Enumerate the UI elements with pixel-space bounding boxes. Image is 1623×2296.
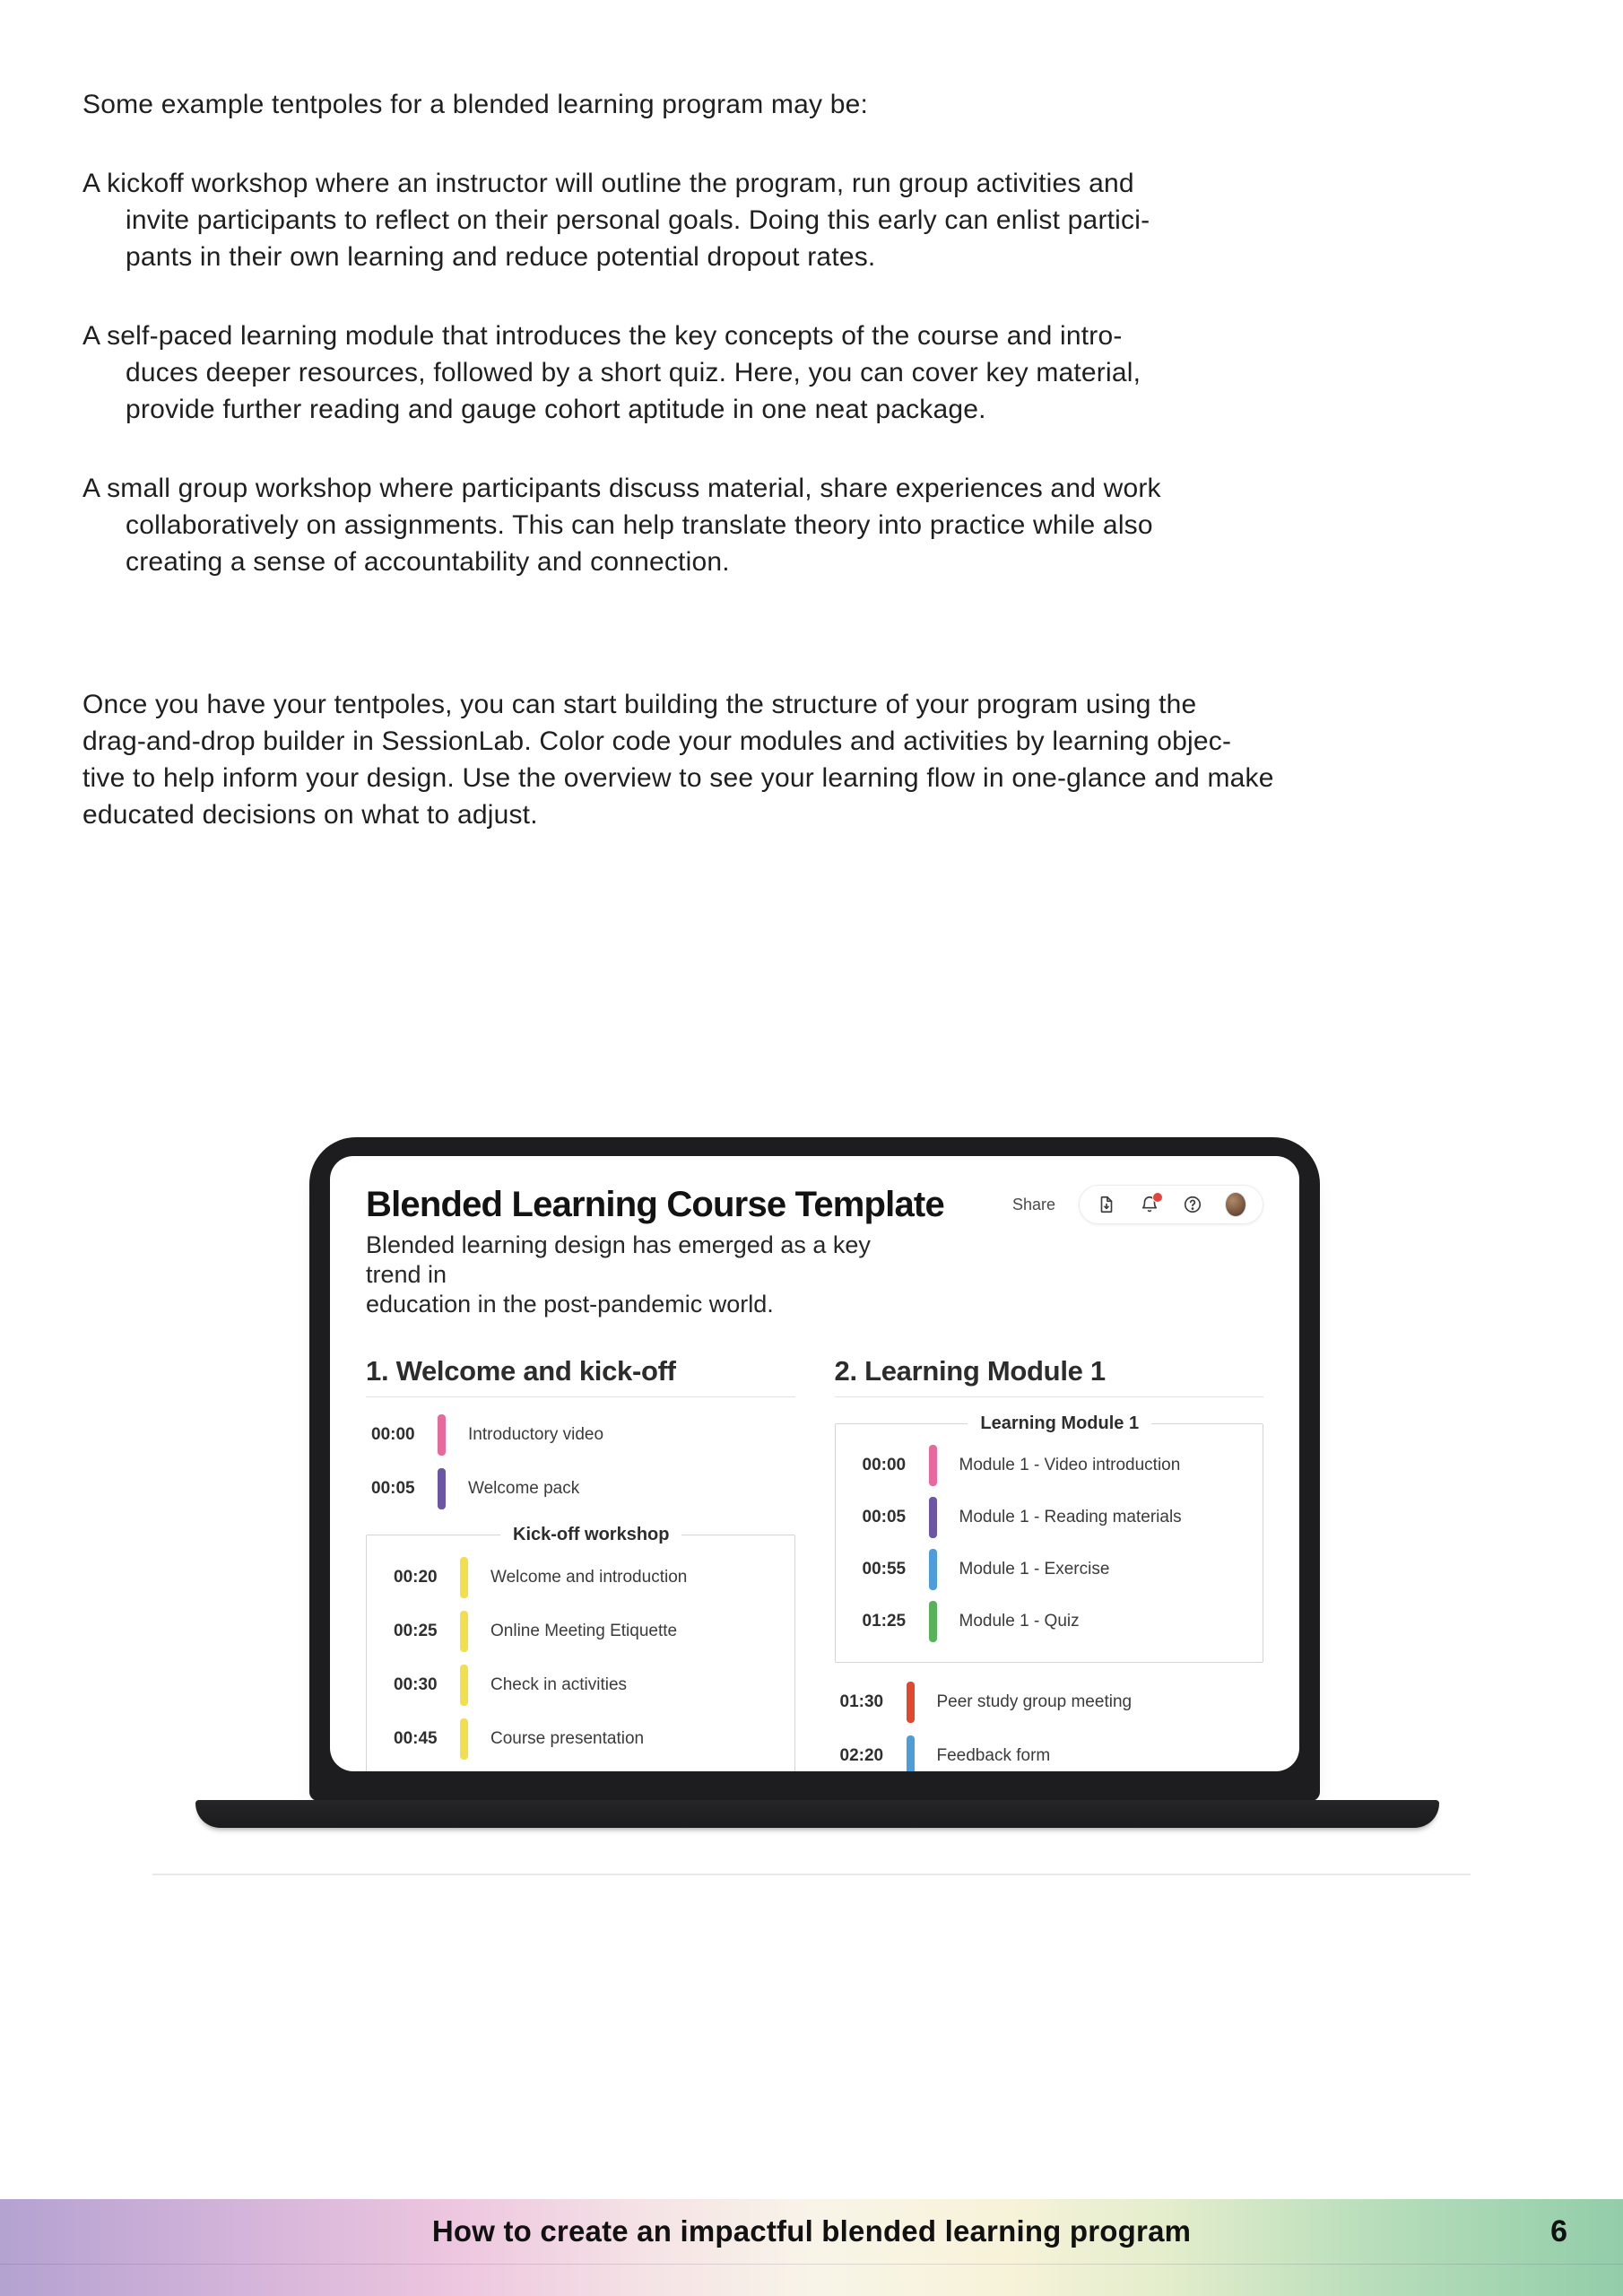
subtitle-line: Blended learning design has emerged as a key trend in <box>366 1231 871 1288</box>
schedule-item[interactable] <box>835 1675 1264 1729</box>
app-controls <box>1012 1185 1263 1224</box>
paragraph <box>82 165 1481 275</box>
text-line: drag-and-drop builder in SessionLab. Color code your modules and activities by learning objec- <box>82 726 1232 756</box>
app-header <box>366 1183 1263 1226</box>
item-time: 00:20 <box>394 1568 438 1587</box>
text-line: Once you have your tentpoles, you can start building the structure of your program using the <box>82 690 1197 719</box>
app-subtitle <box>366 1231 904 1319</box>
text-line: invite participants to reflect on their personal goals. Doing this early can enlist partici- <box>126 205 1150 235</box>
footer-divider-line <box>0 2264 1623 2265</box>
color-bar <box>929 1445 937 1486</box>
item-time: 00:05 <box>862 1508 907 1526</box>
text-line: A small group workshop where participants discuss material, share experiences and work <box>82 474 1161 503</box>
schedule-item[interactable] <box>388 1605 794 1658</box>
color-bar <box>438 1414 446 1456</box>
item-label: Module 1 - Reading materials <box>959 1508 1182 1526</box>
item-time: 00:30 <box>394 1675 438 1694</box>
color-bar <box>929 1601 937 1642</box>
subtitle-line: education in the post-pandemic world. <box>366 1291 774 1318</box>
laptop-bezel <box>309 1137 1320 1801</box>
color-bar <box>907 1735 915 1771</box>
color-bar <box>929 1497 937 1538</box>
text-line: educated decisions on what to adjust. <box>82 800 538 830</box>
color-bar <box>929 1549 937 1590</box>
app-title: Blended Learning Course Template <box>366 1185 944 1224</box>
share-button[interactable]: Share <box>1011 1195 1055 1213</box>
schedule-item[interactable] <box>388 1712 794 1766</box>
rows-after-group <box>835 1675 1264 1771</box>
avatar-photo <box>1225 1192 1246 1217</box>
footer-content <box>0 2199 1623 2264</box>
export-file-icon[interactable] <box>1096 1194 1117 1215</box>
item-time: 00:55 <box>862 1560 907 1578</box>
item-label: Check in activities <box>490 1675 628 1694</box>
text-line: tive to help inform your design. Use the overview to see your learning flow in one-glance and make <box>82 763 1274 793</box>
body-text <box>82 86 1481 875</box>
schedule-columns <box>366 1355 1263 1771</box>
item-label: Module 1 - Video introduction <box>959 1456 1181 1474</box>
item-time: 02:20 <box>839 1746 884 1765</box>
schedule-column <box>366 1355 795 1771</box>
column-heading: 1. Welcome and kick-off <box>366 1355 795 1397</box>
text-line: A self-paced learning module that introduces the key concepts of the course and intro- <box>82 321 1123 351</box>
paragraph <box>82 686 1481 833</box>
item-time: 00:00 <box>371 1425 415 1444</box>
item-label: Feedback form <box>936 1746 1051 1765</box>
text-line: collaboratively on assignments. This can help translate theory into practice while also <box>126 510 1153 540</box>
text-line: creating a sense of accountability and connection. <box>126 547 730 577</box>
schedule-item[interactable] <box>835 1729 1264 1771</box>
schedule-item[interactable] <box>857 1439 1263 1492</box>
column-rows <box>835 1413 1264 1771</box>
group-title: Learning Module 1 <box>980 1413 1140 1433</box>
notification-dot <box>1152 1192 1163 1203</box>
footer-title: How to create an impactful blended learning program <box>431 2214 1192 2248</box>
schedule-item[interactable] <box>366 1462 795 1516</box>
item-time: 00:45 <box>394 1729 438 1748</box>
schedule-item[interactable] <box>857 1492 1263 1544</box>
color-bar <box>460 1665 468 1706</box>
color-bar <box>460 1611 468 1652</box>
paragraph <box>82 470 1481 580</box>
notifications-bell-icon[interactable] <box>1139 1194 1160 1215</box>
item-label: Welcome and introduction <box>490 1568 688 1587</box>
schedule-item[interactable] <box>857 1596 1263 1648</box>
paragraph <box>82 317 1481 428</box>
paragraph <box>82 86 1481 123</box>
section-divider-line <box>152 1874 1471 1875</box>
item-time: 00:05 <box>371 1479 415 1498</box>
user-avatar[interactable] <box>1225 1194 1246 1215</box>
toolbar-icon-pill <box>1079 1185 1263 1224</box>
item-time: 01:30 <box>839 1692 884 1711</box>
schedule-column <box>835 1355 1264 1771</box>
item-label: Online Meeting Etiquette <box>490 1622 678 1640</box>
item-time: 01:25 <box>862 1612 907 1631</box>
laptop-base <box>195 1800 1439 1828</box>
page-footer <box>0 2199 1623 2296</box>
help-icon[interactable] <box>1182 1194 1203 1215</box>
group-title: Kick-off workshop <box>513 1525 670 1544</box>
item-label: Module 1 - Quiz <box>959 1612 1080 1631</box>
schedule-item[interactable] <box>857 1544 1263 1596</box>
text-line: provide further reading and gauge cohort aptitude in one neat package. <box>126 395 986 424</box>
schedule-item[interactable] <box>388 1551 794 1605</box>
page-number: 6 <box>1550 2213 1567 2248</box>
color-bar <box>460 1718 468 1760</box>
laptop-screen <box>330 1156 1299 1771</box>
text-line: Some example tentpoles for a blended learning program may be: <box>82 90 869 119</box>
item-label: Welcome pack <box>468 1479 580 1498</box>
activity-group <box>835 1413 1264 1663</box>
column-heading: 2. Learning Module 1 <box>835 1355 1264 1397</box>
item-label: Introductory video <box>468 1425 604 1444</box>
color-bar <box>460 1557 468 1598</box>
activity-group <box>366 1525 795 1771</box>
text-line: duces deeper resources, followed by a short quiz. Here, you can cover key material, <box>126 358 1141 387</box>
item-label: Module 1 - Exercise <box>959 1560 1110 1578</box>
color-bar <box>438 1468 446 1509</box>
column-rows <box>366 1408 795 1771</box>
item-time: 00:00 <box>862 1456 907 1474</box>
text-line: A kickoff workshop where an instructor will outline the program, run group activities and <box>82 169 1134 198</box>
item-label: Peer study group meeting <box>936 1692 1133 1711</box>
schedule-item[interactable] <box>388 1658 794 1712</box>
item-time: 00:25 <box>394 1622 438 1640</box>
item-label: Course presentation <box>490 1729 645 1748</box>
schedule-item[interactable] <box>366 1408 795 1462</box>
text-line: pants in their own learning and reduce potential dropout rates. <box>126 242 876 272</box>
color-bar <box>907 1682 915 1723</box>
